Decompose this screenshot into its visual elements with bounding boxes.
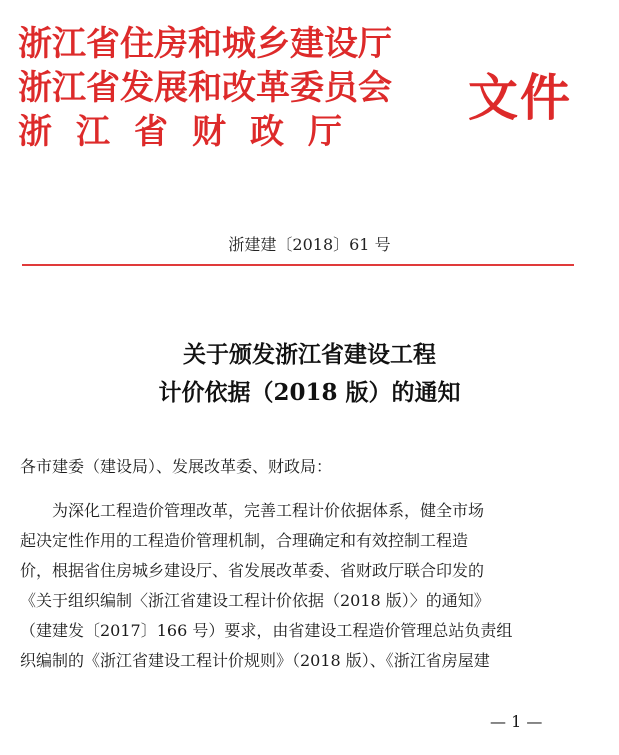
page-number: — 1 —: [490, 712, 543, 731]
document-number: 浙建建〔2018〕61 号: [228, 235, 391, 254]
body-line: 价，根据省住房城乡建设厅、省发展改革委、省财政厅联合印发的: [20, 561, 485, 580]
body-line: 为深化工程造价管理改革，完善工程计价依据体系，健全市场: [20, 501, 485, 520]
salutation: 各市建委（建设局）、发展改革委、财政局：: [20, 457, 333, 476]
body-line: 起决定性作用的工程造价管理机制，合理确定和有效控制工程造: [20, 531, 469, 550]
notice-title-line-1: 关于颁发浙江省建设工程: [183, 341, 436, 368]
document-type-label: 文件: [468, 68, 572, 127]
issuing-authorities: [18, 22, 392, 154]
issuer-development-commission: 浙江省发展和改革委员会: [18, 68, 392, 108]
body-line: 织编制的《浙江省建设工程计价规则》（2018 版）、《浙江省房屋建: [20, 651, 490, 670]
issuer-housing-dept: 浙江省住房和城乡建设厅: [18, 24, 392, 64]
issuer-finance-dept: 浙江省财政厅: [18, 112, 366, 152]
body-line: 《关于组织编制〈浙江省建设工程计价依据（2018 版）〉的通知》: [20, 591, 490, 610]
body-line: （建建发〔2017〕166 号）要求，由省建设工程造价管理总站负责组: [20, 621, 513, 640]
red-divider-line: [22, 264, 574, 266]
body-paragraph: [20, 496, 580, 676]
notice-title-line-2: 计价依据（2018 版）的通知: [158, 379, 461, 406]
